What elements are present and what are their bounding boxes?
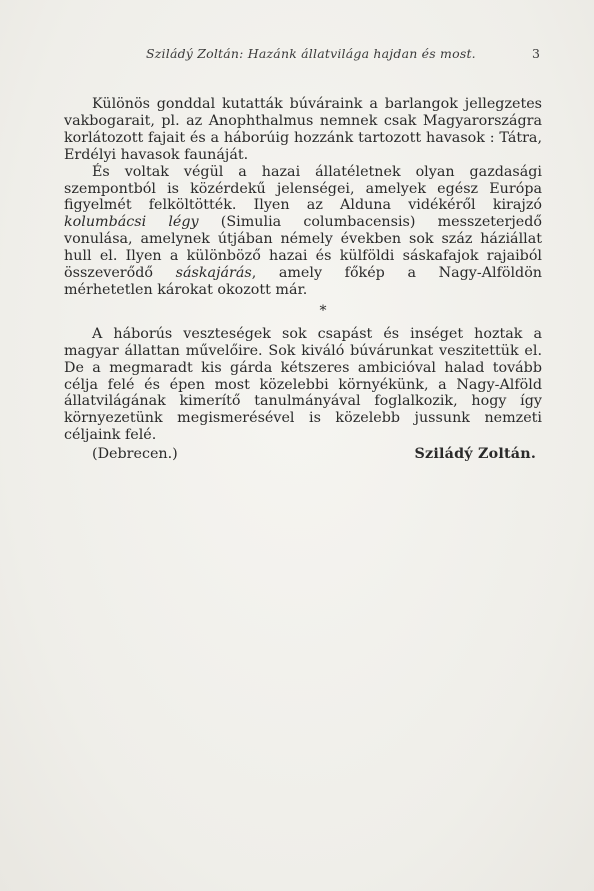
running-title-author: Sziládý Zoltán — [146, 46, 240, 61]
signature-author: Sziládý Zoltán. — [414, 446, 536, 463]
body-text — [64, 96, 542, 463]
paragraph-1: Különös gonddal kutatták búváraink a barlangok jellegzetes vakbogarait, pl. az Anophthalmus nemnek csak Magyarországra korlátozott fajait és a háborúig hozzánk tartozott havasok : Tátra, Erdélyi havasok faunáját. — [64, 96, 542, 163]
paragraph-2 — [64, 164, 542, 299]
running-title — [146, 46, 476, 61]
paragraph-3: A háborús veszteségek sok csapást és inséget hoztak a magyar állattan művelőire. Sok kiváló búvárunkat veszitettük el. De a megmaradt kis gárda kétszeres ambicióval halad tovább célja felé és épen most közelebbi környékünk, a Nagy-Alföld állatvilágának kimerítő tanulmányával foglalkozik, hogy így környezetünk megismerésével is közelebb jussunk nemzeti céljaink felé. — [64, 325, 542, 444]
signature-row — [64, 446, 542, 463]
paragraph-2-text-c: , amely főkép a Nagy-Alföldön mérhetetlen károkat okozott már. — [64, 265, 543, 298]
italic-term-kolumbacsi-legy: kolumbácsi légy — [64, 214, 199, 231]
page-number: 3 — [532, 46, 540, 61]
signature-place: (Debrecen.) — [92, 446, 178, 463]
italic-term-saskajaras: sáskajárás — [175, 265, 252, 282]
page-header — [60, 46, 554, 66]
section-asterism: * — [319, 302, 327, 319]
running-title-text: : Hazánk állatvilága hajdan és most. — [239, 46, 476, 61]
paragraph-2-text-a: És voltak végül a hazai állatéletnek olyan gazdasági szempontból is közérdekű jelenségei, amelyek egész Európa figyelmét felköltötték. Ilyen az Alduna vidékéről kirajzó — [64, 163, 542, 214]
paragraph-2-text-b: (Simulia columbacensis) messzeterjedő vonulása, amelynek útjában némely években sok száz háziállat hull el. Ilyen a különböző hazai és külföldi sáskafajok rajaiból összeverődő — [64, 214, 542, 282]
